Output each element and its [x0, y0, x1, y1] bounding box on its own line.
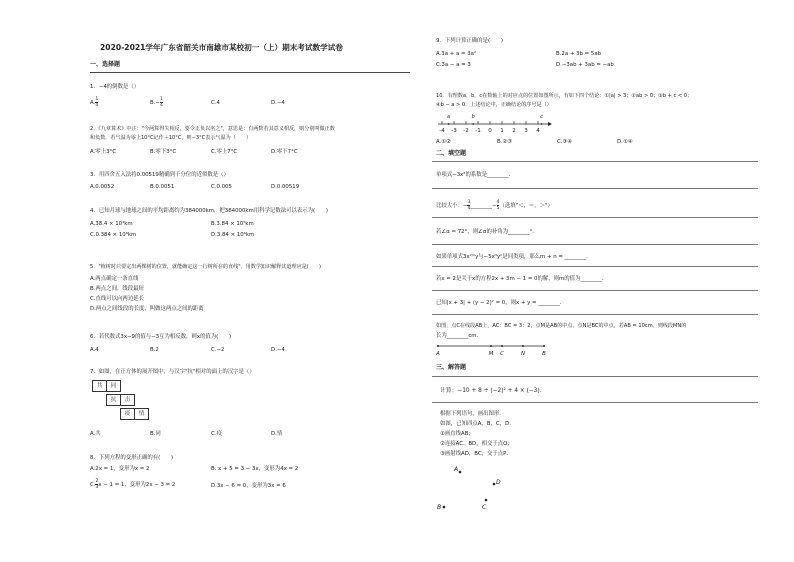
figure-point [459, 471, 462, 474]
figure-point-label: A [454, 466, 459, 473]
q10-option-c: C.③④ [557, 139, 573, 145]
number-line-arrow [548, 122, 552, 126]
q1-option-b-label: B.− [150, 100, 160, 106]
q4-option-a: A.38.4 × 10⁴km [90, 221, 133, 227]
q8-stem: 8．下列方程的变形正确的有( ) [90, 455, 174, 461]
q2-option-a: A.零上3°C [90, 149, 116, 155]
q11-text: 单项式−3x²的系数是________． [436, 172, 514, 178]
q6-option-b: B.2 [150, 347, 159, 353]
number-line-point-label: b [471, 114, 475, 120]
q8-option-c-text: x − 1 = 1，变形为2x − 3 = 2 [98, 482, 176, 488]
q5-option-b: B.两点之间，线段最短 [90, 286, 144, 292]
q12-text [436, 200, 553, 211]
q8-option-d: D.3x − 6 = 0，变形为3x = 6 [211, 483, 286, 489]
q16-text: 已知|x + 3| + (y − 2)² = 0，则x + y = ________． [436, 300, 566, 306]
q19-line4: ②连接AC、BD，相交于点O； [440, 441, 513, 447]
q8-option-c [90, 479, 175, 490]
q12-frac2-den: 5 [496, 206, 500, 211]
q9-option-c: C.3a − a = 3 [436, 62, 471, 68]
segment-point [522, 345, 524, 347]
question-divider [432, 402, 758, 403]
q10-option-d: D.①④ [617, 139, 633, 145]
q4-option-c: C.0.384 × 10⁶km [90, 232, 137, 238]
number-line-figure [434, 110, 552, 136]
segment-figure [434, 340, 550, 358]
q2-line1: 2．《九章算术》中注："今两算得失相反，要令正负以名之"，意思是：有两数若其意义相反，则分别叫做正数 [90, 126, 335, 132]
q7-stem: 7．如图，在正方体的展开图中，与汉字"抗"相对的面上的汉字是（） [90, 369, 255, 375]
four-points-figure [434, 464, 514, 514]
number-line-point [472, 123, 474, 125]
q8-option-b: B. x + 5 = 3 − 3x，变形为4x = 2 [211, 466, 299, 472]
section-heading-choice: 一、选择题 [90, 61, 121, 68]
q19-line1: 根据下列语句，画出图形． [440, 411, 505, 417]
number-line-tick-label: -2 [463, 128, 469, 134]
q5-option-c: C.直线可以向两边延长 [90, 296, 144, 302]
number-line-point-label: c [540, 114, 543, 120]
segment-point [490, 345, 492, 347]
page-title: 2020-2021学年广东省韶关市南雄市某校初一（上）期末考试数学试卷 [100, 43, 343, 52]
q1-option-a-den: 4 [95, 103, 99, 108]
segment-point-label: C [500, 351, 504, 357]
q1-option-b [150, 97, 163, 108]
q19-line5: ③画射线AD，BC，交于点P． [440, 451, 512, 457]
q7-option-d: D.情 [271, 431, 283, 437]
section-heading-fill: 二、填空题 [436, 150, 467, 157]
q12-suffix: （选填"＜，＝，＞"） [499, 203, 553, 209]
cube-net-cell-tong: 同 [106, 380, 121, 392]
number-line-tick-label: -1 [475, 128, 481, 134]
cube-net-cell-qing: 情 [134, 408, 149, 420]
q7-option-a: A.共 [90, 431, 101, 437]
q4-option-b: B.3.84 × 10⁵km [211, 221, 254, 227]
cube-net-cell-yi: 疫 [120, 408, 135, 420]
figure-point [443, 506, 446, 509]
segment-point-label: N [520, 351, 526, 357]
question-divider [432, 244, 758, 245]
figure-point-label: B [437, 504, 442, 511]
q8-option-a: A.2x = 1，变形为x = 2 [90, 466, 150, 472]
q1-option-d: D.−4 [271, 100, 285, 106]
question-divider [432, 314, 758, 315]
question-divider [432, 188, 758, 189]
q12-frac1-num: 3 [467, 200, 471, 205]
q14-text: 如果单项式3x²ᵐy与−5x³yⁿ是同类项，那么m + n = ________． [436, 254, 592, 260]
segment-point [501, 345, 503, 347]
q10-option-a: A.①② [436, 139, 451, 145]
q1-option-b-num: 1 [159, 97, 163, 102]
question-divider [432, 266, 758, 267]
figure-point-label: D [496, 479, 501, 486]
q9-option-a: A.3a + a = 3a² [436, 51, 477, 57]
figure-point-label: C [482, 504, 487, 511]
q3-stem: 3．用四舍五入法将0.00519精确到千分位的近似数是（） [90, 172, 229, 178]
q3-option-a: A.0.0052 [90, 184, 115, 190]
number-line-point [448, 123, 450, 125]
section-heading-answer: 三、解答题 [436, 364, 467, 371]
q8-option-c-label: C. [90, 482, 96, 488]
q13-text: 若∠α = 72°，则∠α的补角为________°． [436, 229, 538, 235]
q2-line2: 和负数．若气温为零上10°C记作＋10°C，则−3°C表示气温为（ ） [90, 135, 252, 141]
q1-option-c: C.4 [211, 100, 220, 106]
q12-frac1-den: 4 [467, 206, 471, 211]
figure-point [485, 499, 488, 502]
q2-option-d: D.零下7°C [271, 149, 298, 155]
section-divider [90, 72, 410, 73]
q10-line2: ④b − a > 0．上述结论中，正确结论的序号是（） [436, 102, 552, 108]
q9-option-b: B.2a + 3b = 5ab [556, 51, 602, 57]
number-line-tick-label: -3 [451, 128, 457, 134]
segment-point [543, 345, 545, 347]
q19-line2: 如图，已知四点A，B，C，D． [440, 421, 515, 427]
q8-option-c-den: 3 [95, 485, 99, 490]
q7-option-b: B.同 [150, 431, 161, 437]
number-line-tick-label: 4 [536, 128, 540, 134]
q12-frac2-num: 4 [496, 200, 500, 205]
q6-option-d: D.−4 [271, 347, 285, 353]
q1-option-b-den: 4 [159, 103, 163, 108]
question-divider [432, 217, 758, 218]
cube-net-cell-kang: 抗 [106, 394, 121, 406]
q5-option-a: A.两点确定一条直线 [90, 276, 139, 282]
q17-line2: 长为________cm． [436, 333, 482, 339]
q1-option-a-num: 1 [95, 97, 99, 102]
q6-option-a: A.4 [90, 347, 99, 353]
q17-line1: 如图，点C在线段AB上，AC：BC = 3：2，点M是AB的中点，点N是BC的中点，若AB = 10cm，则线段MN的 [436, 323, 687, 329]
q6-stem: 6．若代数式3x−9的值与−3互为相反数，则x的值为( ) [90, 334, 232, 340]
segment-point-label: A [436, 351, 440, 357]
q3-option-c: C.0.005 [211, 184, 232, 190]
q4-option-d: D.3.84 × 10⁶km [211, 232, 255, 238]
q3-option-d: D.0.00519 [271, 184, 300, 190]
section-divider [432, 161, 758, 162]
q2-option-c: C.零上7°C [211, 149, 238, 155]
q15-text: 若x = 2是关于x的方程2x + 3m − 1 = 0的解，则m的值为________． [436, 276, 608, 282]
q18-text: 计算：−10 + 8 ÷ (−2)² + 4 × (−3)． [440, 388, 546, 394]
q6-option-c: C.−2 [211, 347, 225, 353]
segment-point-label: B [542, 351, 546, 357]
segment-point [437, 345, 439, 347]
q19-line3: ①画直线AB； [440, 431, 474, 437]
q8-option-c-num: 2 [95, 479, 99, 484]
figure-point [493, 483, 496, 486]
segment-point-label: M [488, 351, 494, 357]
number-line-tick-label: 2 [512, 128, 516, 134]
question-divider [432, 290, 758, 291]
q1-option-a-label: A. [90, 100, 96, 106]
q12-blank: ________− [470, 203, 497, 209]
q10-line1: 10．有理数a，b，c在数轴上的对应点的位置如图所示，有如下四个结论：①|a| > 3；②ab > 0；③b + c < 0； [436, 93, 693, 99]
section-divider [432, 376, 758, 377]
q9-stem: 9．下列计算正确的是( ) [436, 38, 503, 44]
q5-option-d: D.两点之间线段的长度，叫做这两点之间的距离 [90, 306, 204, 312]
q9-option-d: D.−3ab + 3ab = −ab [556, 62, 614, 68]
q5-stem: 5．"植树时只要定出两棵树的位置，就能确定这一行树所在的直线"，用数学知识解释其道理应是( ) [90, 264, 321, 270]
number-line-point-label: a [447, 114, 451, 120]
cube-net-cell-ji: 击 [120, 394, 135, 406]
q12-prefix: 比较大小：− [436, 203, 468, 209]
number-line-tick-label: 0 [488, 128, 492, 134]
q10-option-b: B.②③ [497, 139, 513, 145]
q4-stem: 4．已知月球与地球之间的平均距离约为384000km，把384000km用科学记数法可以表示为( ) [90, 208, 329, 214]
number-line-point [541, 123, 543, 125]
q1-stem: 1．−4的倒数是（） [90, 84, 140, 90]
q2-option-b: B.零下3°C [150, 149, 177, 155]
number-line-tick-label: -4 [439, 128, 445, 134]
number-line-tick-label: 3 [524, 128, 528, 134]
number-line-tick-label: 1 [500, 128, 504, 134]
q7-option-c: C.疫 [211, 431, 222, 437]
q1-option-a [90, 97, 98, 108]
cube-net-cell-gong: 共 [92, 380, 107, 392]
q3-option-b: B.0.0051 [150, 184, 175, 190]
